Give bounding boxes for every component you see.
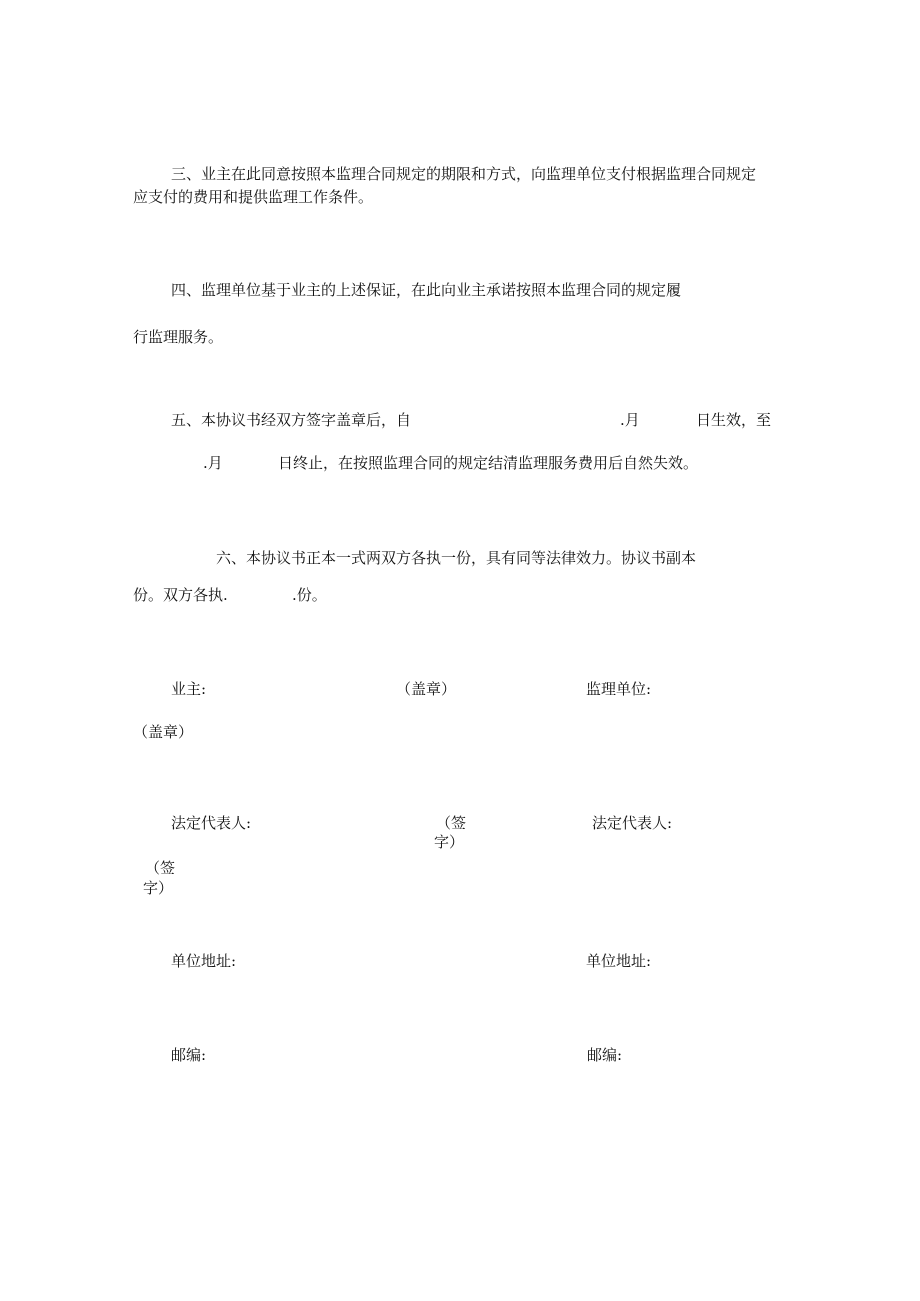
clause-4-line-2: 行监理服务。 bbox=[133, 328, 224, 346]
owner-seal: （盖章） bbox=[396, 680, 457, 698]
clause-5-line-2-month: .月 bbox=[203, 454, 223, 472]
clause-6-line-2-start: 份。双方各执. bbox=[133, 586, 228, 604]
owner-sign-line-1: （签 bbox=[436, 814, 467, 832]
clause-5-line-1-effective: 日生效，至 bbox=[696, 411, 772, 429]
owner-address-label: 单位地址: bbox=[171, 952, 237, 970]
clause-6-line-1: 六、本协议书正本一式两双方各执一份，具有同等法律效力。协议书副本 bbox=[216, 549, 697, 567]
clause-6-line-2-end: .份。 bbox=[292, 586, 327, 604]
supervisor-label: 监理单位: bbox=[586, 680, 652, 698]
owner-rep-label: 法定代表人: bbox=[171, 814, 252, 832]
supervisor-sign-line-2: 字） bbox=[143, 879, 174, 897]
supervisor-sign-line-1: （签 bbox=[145, 859, 176, 877]
clause-5-line-1-start: 五、本协议书经双方签字盖章后，自 bbox=[171, 411, 412, 429]
clause-3-line-2: 应支付的费用和提供监理工作条件。 bbox=[133, 188, 374, 206]
clause-4-line-1: 四、监理单位基于业主的上述保证，在此向业主承诺按照本监理合同的规定履 bbox=[171, 281, 682, 299]
clause-5-line-2-end: 日终止，在按照监理合同的规定结清监理服务费用后自然失效。 bbox=[278, 454, 699, 472]
supervisor-address-label: 单位地址: bbox=[586, 952, 652, 970]
supervisor-postcode-label: 邮编: bbox=[587, 1046, 623, 1064]
owner-label: 业主: bbox=[171, 680, 207, 698]
clause-5-line-1-month: .月 bbox=[620, 411, 640, 429]
supervisor-rep-label: 法定代表人: bbox=[592, 814, 673, 832]
supervisor-seal: （盖章） bbox=[133, 723, 194, 741]
owner-postcode-label: 邮编: bbox=[171, 1046, 207, 1064]
clause-3-line-1: 三、业主在此同意按照本监理合同规定的期限和方式，向监理单位支付根据监理合同规定 bbox=[171, 165, 757, 183]
owner-sign-line-2: 字） bbox=[434, 833, 465, 851]
